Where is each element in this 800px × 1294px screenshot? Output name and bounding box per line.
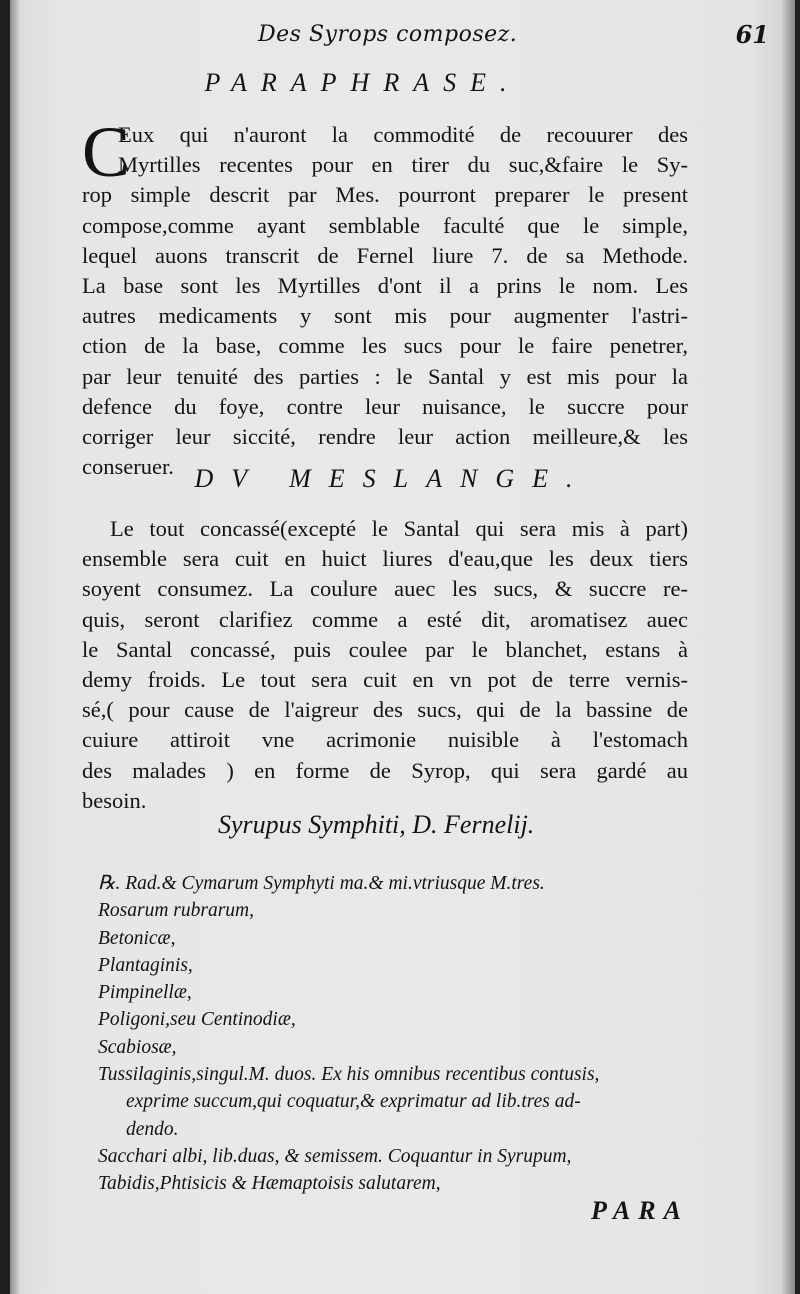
text-line: sé,( pour cause de l'aigreur des sucs, qui de la bassine de [82,697,688,723]
text-line: autres medicaments y sont mis pour augmenter l'astri- [82,303,688,329]
text-line: Myrtilles recentes pour en tirer du suc,&faire le Sy- [118,152,688,178]
catchword: PARA [591,1196,689,1225]
meslange-text [82,514,688,816]
recipe-title: Syrupus Symphiti, D. Fernelij. [218,810,535,839]
text-line: demy froids. Le tout sera cuit en vn pot de terre vernis- [82,667,688,693]
text-line: par leur tenuité des parties : le Santal y est mis pour la [82,363,688,389]
recipe-line: Plantaginis, [98,954,193,976]
paraphrase-text [82,112,688,482]
page-edge-shadow [10,0,20,1294]
running-head: Des Syrops composez. [258,22,518,47]
text-line: rop simple descrit par Mes. pourront preparer le present [82,182,688,208]
text-line: des malades ) en forme de Syrop, qui sera gardé au [82,757,688,783]
recipe-line: Sacchari albi, lib.duas, & semissem. Coquantur in Syrupum, [98,1145,572,1167]
drop-cap: C [82,112,131,192]
book-page [10,0,795,1294]
section-heading-paraphrase: PARAPHRASE. [204,68,521,97]
text-line: ensemble sera cuit en huict liures d'eau,que les deux tiers [82,546,688,572]
text-line: besoin. [82,787,147,813]
text-line: Le tout concassé(excepté le Santal qui sera mis à part) [110,516,688,541]
recipe-line: Pimpinellæ, [98,982,192,1004]
text-line: quis, seront clarifiez comme a esté dit, aromatisez auec [82,606,688,632]
text-line: Eux qui n'auront la commodité de recouurer des [118,122,688,147]
recipe-line: Tussilaginis,singul.M. duos. Ex his omnibus recentibus contusis, [98,1064,600,1086]
page-number: 61 [735,20,769,49]
recipe-list [98,870,698,1198]
recipe-line: Poligoni,seu Centinodiæ, [98,1009,296,1031]
spine-shadow [781,0,795,1294]
text-line: conseruer. [82,454,174,480]
text-line: cuiure attiroit vne acrimonie nuisible à l'estomach [82,727,688,753]
recipe-line: ℞. Rad.& Cymarum Symphyti ma.& mi.vtriusque M.tres. [98,873,545,894]
recipe-line: Tabidis,Phtisicis & Hæmaptoisis salutarem, [98,1173,441,1195]
recipe-line: Rosarum rubrarum, [98,900,255,922]
recipe-line: Scabiosæ, [98,1036,177,1058]
text-line: soyent consumez. La coulure auec les sucs, & succre re- [82,576,688,602]
recipe-line: exprime succum,qui coquatur,& exprimatur ad lib.tres ad- [126,1091,581,1113]
recipe-line: dendo. [126,1118,179,1140]
text-line: defence du foye, contre leur nuisance, le succre pour [82,393,688,419]
text-line: La base sont les Myrtilles d'ont il a prins le nom. Les [82,273,688,299]
text-line: lequel auons transcrit de Fernel liure 7. de sa Methode. [82,242,688,268]
text-line: compose,comme ayant semblable faculté que le simple, [82,212,688,238]
text-line: le Santal concassé, puis coulee par le blanchet, estans à [82,636,688,662]
text-line: corriger leur siccité, rendre leur action meilleure,& les [82,424,688,450]
section-heading-meslange: DV MESLANGE. [194,464,591,493]
recipe-line: Betonicæ, [98,927,176,949]
text-line: ction de la base, comme les sucs pour le faire penetrer, [82,333,688,359]
